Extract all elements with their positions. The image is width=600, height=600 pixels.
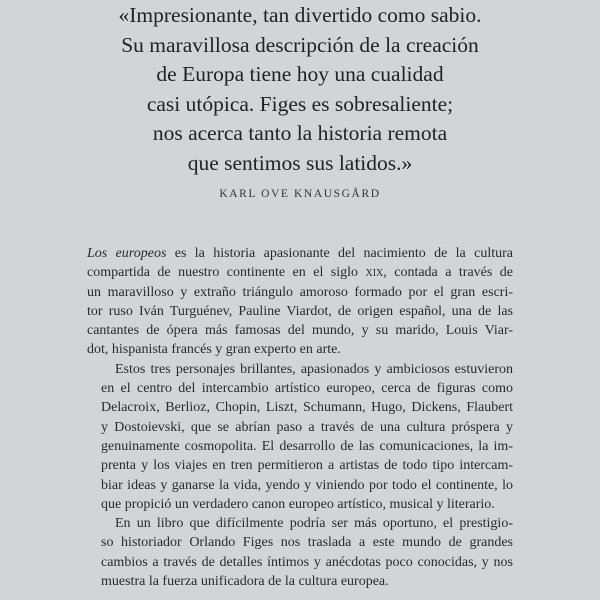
quote-line: «Impresionante, tan divertido como sabio. xyxy=(118,3,482,27)
quote-line: de Europa tiene hoy una cualidad xyxy=(156,62,444,87)
text-line: En un libro que difícilmente podría ser más oportuno, el prestigio- xyxy=(115,516,513,532)
text-line xyxy=(87,244,513,263)
century-numeral: xix xyxy=(365,265,384,281)
paragraph-2 xyxy=(87,360,513,514)
text-line xyxy=(87,263,513,282)
book-title: Los europeos xyxy=(87,246,167,261)
text-line: cambios a través de detalles íntimos y anécdotas poco conocidas, y nos xyxy=(101,554,513,570)
text-line: Estos tres personajes brillantes, apasionados y ambiciosos estuvieron xyxy=(115,361,513,377)
text-line: en el centro del intercambio artístico europeo, cerca de figuras como xyxy=(101,381,513,397)
text-fragment: , contada a través de xyxy=(383,265,513,281)
text-fragment: compartida de nuestro continente en el siglo xyxy=(87,265,366,281)
book-description xyxy=(87,244,513,591)
text-line: Delacroix, Berlioz, Chopin, Liszt, Schumann, Hugo, Dickens, Flaubert xyxy=(101,400,513,416)
text-line: biar ideas y ganarse la vida, yendo y viniendo por todo el continente, lo xyxy=(101,477,513,493)
quote-line: que sentimos sus latidos.» xyxy=(187,150,413,175)
text-fragment: es la historia apasionante del nacimiento de la cultura xyxy=(166,246,513,261)
text-line: genuinamente cosmopolita. El desarrollo de las comunicaciones, la im- xyxy=(101,438,513,454)
quote-line: nos acerca tanto la historia remota xyxy=(152,121,448,146)
quote-line: Su maravillosa descripción de la creación xyxy=(121,32,479,57)
paragraph-3 xyxy=(87,514,513,591)
text-line: un maravilloso y extraño triángulo amoroso formado por el gran escri- xyxy=(87,284,513,300)
text-line: dot, hispanista francés y gran experto en arte. xyxy=(87,342,341,358)
text-line: que propició un verdadero canon europeo artístico, musical y literario. xyxy=(101,496,495,512)
paragraph-1 xyxy=(87,244,513,360)
quote-line: casi utópica. Figes es sobresaliente; xyxy=(146,91,454,116)
text-line: prenta y los viajes en tren permitieron a artistas de todo tipo intercam- xyxy=(101,458,513,474)
quote-author: KARL OVE KNAUSGÅRD xyxy=(219,188,381,200)
text-line: tor ruso Iván Turguénev, Pauline Viardot, de origen español, una de las xyxy=(87,303,513,319)
blurb-quote xyxy=(0,1,600,179)
text-line: so historiador Orlando Figes nos traslada a este mundo de grandes xyxy=(101,535,513,551)
text-line: cantantes de ópera más famosas del mundo, y su marido, Louis Viar- xyxy=(87,323,513,339)
text-line: y Dostoievski, que se abrían paso a través de una cultura próspera y xyxy=(101,419,513,435)
text-line: muestra la fuerza unificadora de la cultura europea. xyxy=(101,574,389,590)
